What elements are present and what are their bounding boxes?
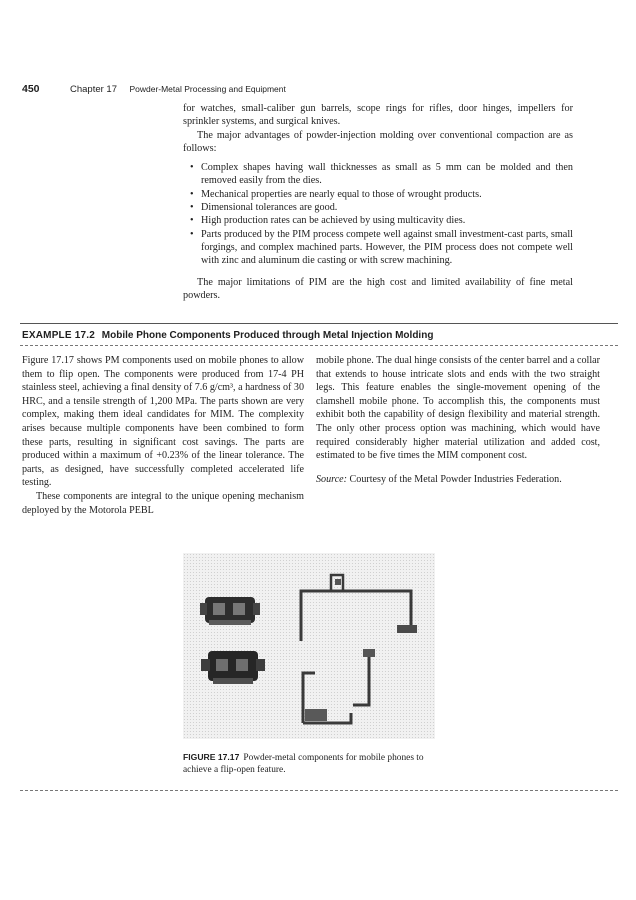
phone-hinge-components-photo [183, 553, 435, 739]
running-head [22, 79, 622, 97]
bullet-icon: • [190, 215, 194, 227]
list-item: • Complex shapes having wall thicknesses as small as 5 mm can be molded and then removed easily from the dies. [190, 162, 573, 187]
running-title: Powder-Metal Processing and Equipment [129, 84, 286, 94]
example-paragraph: These components are integral to the unique opening mechanism deployed by the Motorola PEBL [22, 490, 304, 516]
example-top-rule [20, 323, 618, 324]
bullet-icon: • [190, 202, 194, 214]
example-left-column [22, 354, 304, 517]
source-text: Courtesy of the Metal Powder Industries Federation. [349, 473, 562, 485]
example-heading-rule [20, 345, 618, 346]
bullet-icon: • [190, 162, 194, 174]
advantages-list [183, 161, 573, 267]
example-bottom-rule [20, 790, 618, 791]
example-right-column [316, 354, 600, 486]
list-item: • Dimensional tolerances are good. [190, 202, 338, 214]
source-label: Source: [316, 473, 348, 485]
figure-label: FIGURE 17.17 [183, 752, 240, 762]
example-heading [22, 330, 622, 341]
figure-caption [183, 751, 433, 776]
hinge-collar-upper [200, 597, 260, 625]
source-note [316, 473, 600, 487]
list-item: • Mechanical properties are nearly equal to those of wrought products. [190, 188, 482, 200]
example-paragraph: Figure 17.17 shows PM components used on mobile phones to allow them to flip open. The components were produced from 17-4 PH stainless steel, achieving a final density of 7.6 g/cm³, a hardness of 30 HRC, and a tensile strength of 1,200 MPa. The parts shown are very complex, making them ideal candidates for MIM. The complexity arises because multiple components have been combined to form these parts, resulting in significant cost savings. The parts are produced within a maximum of +0.23% of the linear tolerance. The parts, as designed, have successfully completed accelerated life testing. [22, 355, 304, 489]
bullet-icon: • [190, 188, 194, 200]
limitations-paragraph: The major limitations of PIM are the high cost and limited availability of fine metal powders. [183, 276, 573, 301]
example-label: EXAMPLE 17.2 [22, 330, 95, 341]
chapter-label: Chapter 17 [69, 84, 117, 95]
hinge-collar-lower [201, 651, 265, 684]
example-paragraph: mobile phone. The dual hinge consists of the center barrel and a collar that extends to house intricate slots and ends with the two straight legs. This feature enables the single-movement opening of the clamshell mobile phone. To accomplish this, the components must exhibit both the capability of design flexibility and material strength. The only other process option was machining, which would have required considerably higher material utilization and added cost, estimated to be five times the MIM component cost. [316, 355, 600, 462]
list-item: • High production rates can be achieved by using multicavity dies. [190, 215, 466, 227]
list-item: • Parts produced by the PIM process compete well against small investment-cast parts, small forgings, and complex machined parts. However, the PIM process does not compete well with zinc and aluminum die casting or with screw machining. [190, 228, 573, 267]
continuation-paragraph: for watches, small-caliber gun barrels, scope rings for rifles, door hinges, impellers for sprinkler systems, and surgical knives. [183, 103, 573, 128]
figure-caption-text: Powder-metal components for mobile phones to achieve a flip-open feature. [183, 753, 424, 775]
page-number: 450 [22, 83, 40, 95]
example-title: Mobile Phone Components Produced through Metal Injection Molding [101, 330, 434, 341]
intro-section [183, 102, 573, 302]
figure-photo [183, 553, 435, 739]
advantages-intro: The major advantages of powder-injection molding over conventional compaction are as follows: [183, 129, 573, 154]
bullet-icon: • [190, 228, 194, 240]
